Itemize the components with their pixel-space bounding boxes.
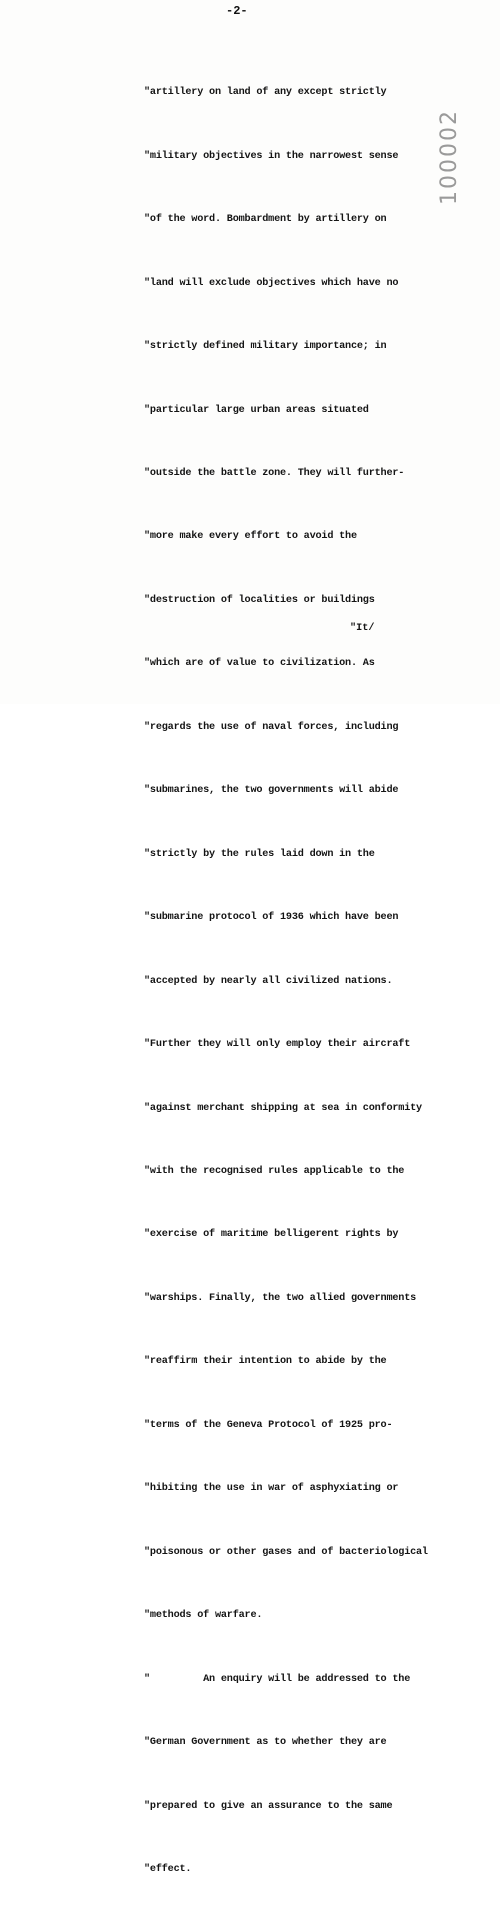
text-line: "methods of warfare. xyxy=(144,1610,263,1622)
text-line: "strictly by the rules laid down in the xyxy=(144,848,375,860)
text-line: "reaffirm their intention to abide by the xyxy=(144,1356,387,1368)
text-line: "military objectives in the narrowest sense xyxy=(144,150,399,162)
text-line: "submarine protocol of 1936 which have been xyxy=(144,912,399,924)
text-line: "strictly defined military importance; in xyxy=(144,341,387,353)
text-line: "poisonous or other gases and of bacteriological xyxy=(144,1546,428,1558)
text-line: "prepared to give an assurance to the same xyxy=(144,1800,393,1812)
text-line: " An enquiry will be addressed to the xyxy=(144,1673,411,1685)
text-line: "hibiting the use in war of asphyxiating or xyxy=(144,1483,399,1495)
text-line: "with the recognised rules applicable to the xyxy=(144,1166,405,1178)
text-line: "artillery on land of any except strictly xyxy=(144,87,387,99)
page-number: -2- xyxy=(226,4,248,18)
text-line: "effect. xyxy=(144,1864,192,1875)
margin-handwritten-number: 100002 xyxy=(437,109,462,205)
text-line: "more make every effort to avoid the xyxy=(144,531,357,543)
text-line: "of the word. Bombardment by artillery on xyxy=(144,214,387,226)
text-line: "which are of value to civilization. As xyxy=(144,658,375,670)
text-line: "warships. Finally, the two allied governments xyxy=(144,1292,417,1304)
body-text xyxy=(144,40,474,1922)
text-line: "against merchant shipping at sea in conformity xyxy=(144,1102,422,1114)
text-line: "German Government as to whether they are xyxy=(144,1737,387,1749)
continuation-word: "It/ xyxy=(350,623,375,634)
text-line: "exercise of maritime belligerent rights by xyxy=(144,1229,399,1241)
text-line: "accepted by nearly all civilized nations. xyxy=(144,975,393,987)
text-line: "terms of the Geneva Protocol of 1925 pro- xyxy=(144,1419,393,1431)
text-line: "submarines, the two governments will abide xyxy=(144,785,399,797)
text-line: "land will exclude objectives which have no xyxy=(144,277,399,289)
text-line: "particular large urban areas situated xyxy=(144,404,369,416)
text-line: "outside the battle zone. They will further- xyxy=(144,468,405,480)
text-line: "regards the use of naval forces, including xyxy=(144,721,399,733)
text-line: "Further they will only employ their aircraft xyxy=(144,1039,411,1051)
text-line: "destruction of localities or buildings xyxy=(144,594,375,606)
